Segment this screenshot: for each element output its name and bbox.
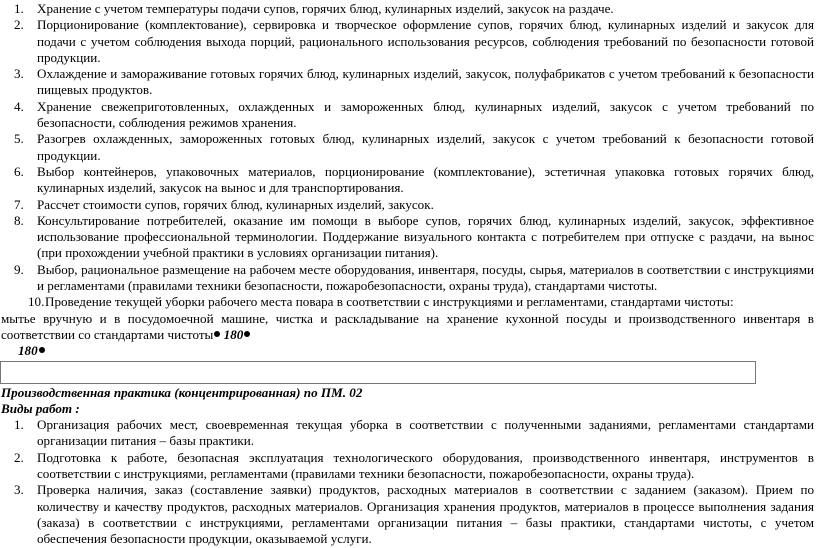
list-item-text: Хранение с учетом температуры подачи супов, горячих блюд, кулинарных изделий, закусок на раздаче. bbox=[37, 1, 614, 16]
hours-value: 180 bbox=[223, 326, 244, 342]
list-item-number: 4. bbox=[14, 98, 24, 114]
hours-line bbox=[0, 343, 816, 359]
list-item-number: 3. bbox=[14, 66, 24, 82]
list-item-number: 10. bbox=[28, 294, 45, 310]
continuation-text: мытье вручную и в посудомоечной машине, чистка и раскладывание на хранение кухонной посуды и производственного инвентаря в соответствии со стандартами чистоты bbox=[1, 310, 814, 342]
bullet-dot-icon bbox=[214, 331, 220, 337]
list-item-text: Проведение текущей уборки рабочего места повара в соответствии с инструкциями и регламентами, стандартами чистоты: bbox=[45, 294, 734, 310]
document-page bbox=[0, 1, 816, 548]
list-item bbox=[0, 164, 816, 197]
list-item-number: 2. bbox=[14, 449, 24, 465]
list-item bbox=[0, 294, 816, 310]
work-list-1 bbox=[0, 1, 816, 311]
list-item-number: 8. bbox=[14, 212, 24, 228]
list-item bbox=[0, 482, 816, 547]
list-item bbox=[0, 66, 816, 99]
list-item-text: Консультирование потребителей, оказание им помощи в выборе супов, горячих блюд, кулинарных изделий, закусок, эффективное использование профессиональной терминологии. Поддержание визуального контакта с потребителем при отпуске с раздачи, на вынос (при прохождении учебной практики в условиях организации питания). bbox=[37, 212, 814, 261]
list-item-text: Организация рабочих мест, своевременная текущая уборка в соответствии с полученными заданиями, регламентами стандартами организации питания – базы практики. bbox=[37, 417, 814, 449]
empty-table-row bbox=[0, 361, 756, 384]
list-item-text: Выбор контейнеров, упаковочных материалов, порционирование (комплектование), эстетичная упаковка готовых горячих блюд, кулинарных изделий, закусок на вынос и для транспортирования. bbox=[37, 163, 814, 196]
list-item-number: 7. bbox=[14, 196, 24, 212]
practice-heading: Производственная практика (концентрированная) по ПМ. 02 bbox=[1, 384, 363, 400]
list-item-text: Разогрев охлажденных, замороженных готовых блюд, кулинарных изделий, закусок с учетом требований к безопасности готовой продукции. bbox=[37, 131, 814, 163]
list-item-text: Выбор, рациональное размещение на рабочем месте оборудования, инвентаря, посуды, сырья, материалов в соответствии с инструкциями и регламентами (правилами техники безопасности, пожаробезопасности, охраны труда), стандартами чистоты. bbox=[37, 261, 814, 294]
continuation-paragraph bbox=[0, 311, 816, 344]
list-item bbox=[0, 450, 816, 483]
list-item bbox=[0, 17, 816, 66]
list-item bbox=[0, 197, 816, 213]
bullet-dot-icon bbox=[39, 347, 45, 353]
work-list-2 bbox=[0, 417, 816, 547]
list-item-text: Подготовка к работе, безопасная эксплуатация технологического оборудования, производственного инвентаря, инструментов в соответствии с инструкциями, регламентами (правилами техники безопасности, пожаробезопасности, охраны труда). bbox=[37, 449, 814, 482]
list-item-number: 5. bbox=[14, 131, 24, 147]
list-item-text: Охлаждение и замораживание готовых горячих блюд, кулинарных изделий, закусок, полуфабрикатов с учетом требований к безопасности пищевых продуктов. bbox=[37, 66, 814, 98]
list-item bbox=[0, 213, 816, 262]
list-item-number: 1. bbox=[14, 1, 24, 16]
hours-value: 180 bbox=[18, 343, 38, 359]
list-item-text: Рассчет стоимости супов, горячих блюд, кулинарных изделий, закусок. bbox=[37, 196, 434, 212]
list-item-text: Хранение свежеприготовленных, охлажденных и замороженных блюд, кулинарных изделий, закусок с учетом требований по безопасности, соблюдения режимов хранения. bbox=[37, 98, 814, 131]
bullet-dot-icon bbox=[244, 331, 250, 337]
list-item-number: 3. bbox=[14, 482, 24, 498]
list-item bbox=[0, 1, 816, 17]
list-item bbox=[0, 262, 816, 295]
list-item-text: Порционирование (комплектование), сервировка и творческое оформление супов, горячих блюд, кулинарных изделий и закусок для подачи с учетом соблюдения выхода порций, рационального использования ресурсов, соблюдения требований по безопасности готовой продукции. bbox=[37, 17, 814, 65]
list-item bbox=[0, 131, 816, 164]
list-item bbox=[0, 417, 816, 450]
list-item-text: Проверка наличия, заказ (составление заявки) продуктов, расходных материалов в соответствии с заданием (заказом). Прием по количеству и качеству продуктов, расходных материалов. Организация хранения продуктов, материалов в процессе выполнения задания (заказа) в соответствии с инструкциями, регламентами организации питания – базы практики, стандартами чистоты, с учетом обеспечения безопасности продукции, оказываемой услуги. bbox=[37, 482, 814, 547]
list-item-number: 2. bbox=[14, 17, 24, 33]
list-item-number: 6. bbox=[14, 163, 24, 179]
works-heading: Виды работ : bbox=[1, 400, 80, 416]
list-item-number: 1. bbox=[14, 417, 24, 433]
list-item bbox=[0, 99, 816, 132]
list-item-number: 9. bbox=[14, 261, 24, 277]
